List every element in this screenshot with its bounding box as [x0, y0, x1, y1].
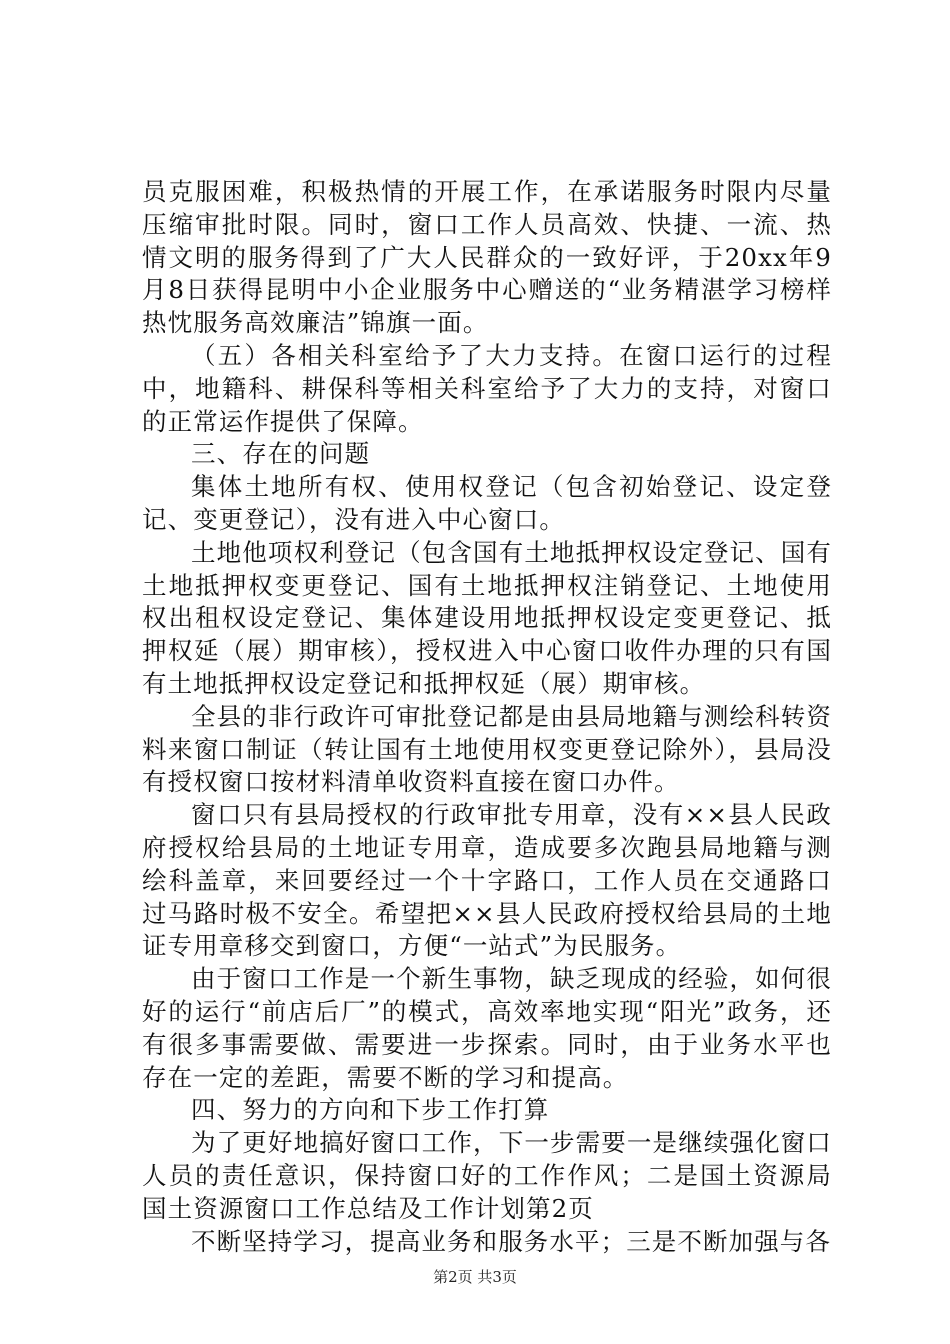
paragraph-continue-learning: 不断坚持学习，提高业务和服务水平；三是不断加强与各 — [191, 1226, 831, 1256]
paragraph-non-administrative: 全县的非行政许可审批登记都是由县局地籍与测绘科转资料来窗口制证（转让国有土地使用权变更登记除外），县局没有授权窗口按材料清单收资料直接在窗口办件。 — [142, 701, 832, 797]
paragraph-seal: 窗口只有县局授权的行政审批专用章，没有××县人民政府授权给县局的土地证专用章，造成要多次跑县局地籍与测绘科盖章，来回要经过一个十字路口，工作人员在交通路口过马路时极不安全。希望把××县人民政府授权给县局的土地证专用章移交到窗口，方便“一站式”为民服务。 — [142, 800, 832, 961]
page-footer: 第2页 共3页 — [433, 1268, 517, 1286]
document-body — [142, 176, 832, 1258]
paragraph-continuation: 员克服困难，积极热情的开展工作，在承诺服务时限内尽量压缩审批时限。同时，窗口工作人员高效、快捷、一流、热情文明的服务得到了广大人民群众的一致好评，于20xx年9月8日获得昆明中小企业服务中心赠送的“业务精湛学习榜样热忱服务高效廉洁”锦旗一面。 — [142, 177, 832, 338]
paragraph-other-rights: 土地他项权利登记（包含国有土地抵押权设定登记、国有土地抵押权变更登记、国有土地抵押权注销登记、土地使用权出租权设定登记、集体建设用地抵押权设定变更登记、抵押权延（展）期审核），授权进入中心窗口收件办理的只有国有土地抵押权设定登记和抵押权延（展）期审核。 — [142, 537, 832, 698]
heading-existing-problems: 三、存在的问题 — [191, 439, 371, 469]
paragraph-collective-land: 集体土地所有权、使用权登记（包含初始登记、设定登记、变更登记），没有进入中心窗口。 — [142, 472, 832, 534]
paragraph-next-steps: 为了更好地搞好窗口工作，下一步需要一是继续强化窗口人员的责任意识，保持窗口好的工作作风；二是国土资源局国土资源窗口工作总结及工作计划第2页 — [142, 1128, 832, 1223]
paragraph-section-five: （五）各相关科室给予了大力支持。在窗口运行的过程中，地籍科、耕保科等相关科室给予了大力的支持，对窗口的正常运作提供了保障。 — [142, 340, 832, 436]
paragraph-new-thing: 由于窗口工作是一个新生事物，缺乏现成的经验，如何很好的运行“前店后厂”的模式，高效率地实现“阳光”政务，还有很多事需要做、需要进一步探索。同时，由于业务水平也存在一定的差距，需要不断的学习和提高。 — [142, 964, 832, 1092]
heading-future-plans: 四、努力的方向和下步工作打算 — [191, 1095, 550, 1125]
